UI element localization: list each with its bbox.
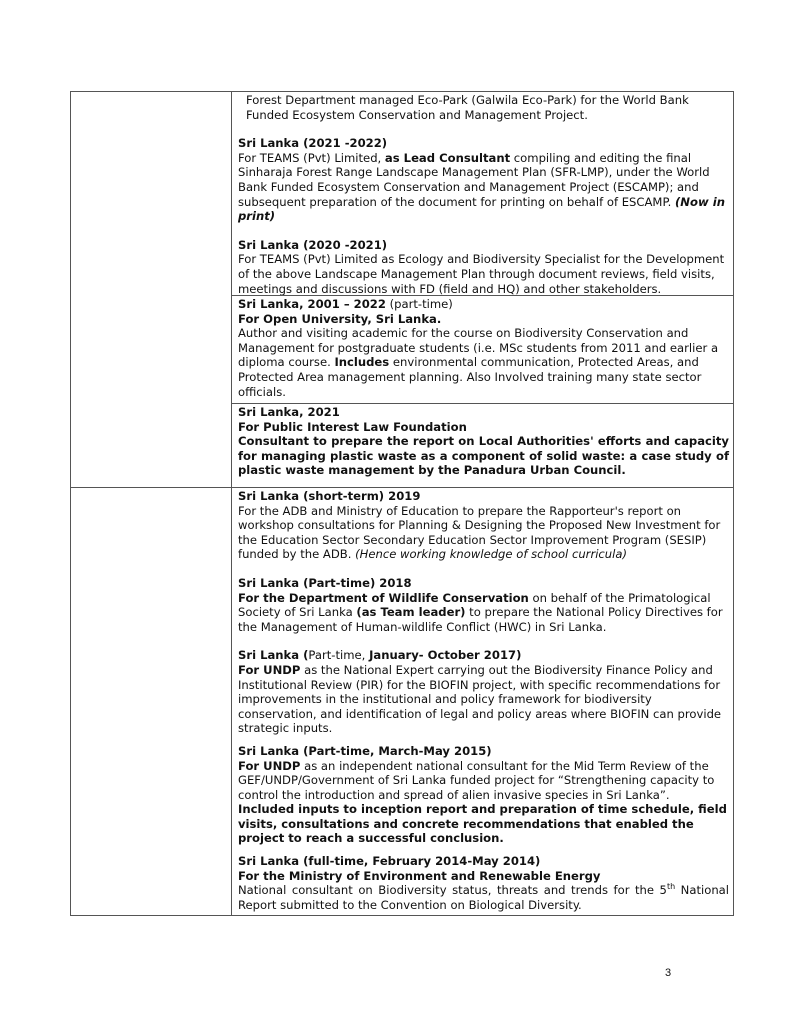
entry-heading: Sri Lanka (Part-time) 2018 [238,575,412,590]
text-span: on behalf of the Primatological Society of Sri Lanka [238,590,711,620]
entry-heading [238,297,729,312]
table-cell [232,404,734,488]
left-column-cell [71,488,232,916]
cv-experience-table [70,91,734,916]
note-text: (Hence working knowledge of school curricula) [355,547,628,562]
entry-text: For TEAMS (Pvt) Limited as Ecology and Biodiversity Specialist for the Development of the above Landscape Management Plan through document reviews, field visits, meetings and discussions with FD (field and HQ) and other stakeholders. [238,252,725,295]
text-span: National Report submitted to the Convention on Biological Diversity. [238,883,729,912]
entry-heading: Sri Lanka (Part-time, March-May 2015) [238,743,492,758]
left-column-cell [71,92,232,488]
entry-text [238,151,729,224]
heading-note: (part-time) [385,297,453,311]
table-cell [232,488,734,916]
table-cell [232,92,734,296]
entry-heading: Sri Lanka, 2021 [238,405,340,419]
text-span: environmental communication, Protected Areas, and Protected Area management planning. Also Involved training many state sector officials. [238,355,702,399]
table-row [71,92,734,296]
role-text: as Lead Consultant [384,150,511,165]
page-number: 3 [665,967,672,979]
text-span: Author and visiting academic for the course on Biodiversity Conservation and Management for postgraduate students (i.e. MSc students from 2011 and earlier a diploma course. [238,326,719,370]
role-text: (as Team leader) [356,605,466,620]
client-name: For Open University, Sri Lanka. [238,311,442,326]
text-span: Includes [334,355,390,370]
client-name: For UNDP [238,758,301,773]
heading-text: Part-time, [308,648,370,663]
text-span: National consultant on Biodiversity status, threats and trends for the 5 [238,883,667,898]
table-row [71,488,734,916]
entry-heading: Sri Lanka (2021 -2022) [238,136,388,151]
intro-text [238,93,729,122]
intro-line-2: Funded Ecosystem Conservation and Management Project. [246,107,588,122]
entry-text [238,759,729,803]
text-span: For TEAMS (Pvt) Limited, [238,150,385,165]
entry-heading: Sri Lanka (2020 -2021) [238,237,388,252]
text-span: compiling and editing the final Sinharaja Forest Range Landscape Management Plan (SFR-LMP), under the World Bank Funded Ecosystem Conservation and Management Project (ESCAMP); and subsequent preparation of the document for printing on behalf of ESCAMP. [238,150,710,209]
entry-heading [238,648,729,663]
text-span: to prepare the National Policy Directives for the Management of Human-wildlife Conflict (HWC) in Sri Lanka. [238,605,723,634]
entry-text [238,504,729,562]
table-cell [232,296,734,404]
heading-text: January- October 2017) [369,648,522,663]
heading-text: Sri Lanka ( [238,648,309,663]
heading-text: Sri Lanka, 2001 – 2022 [238,297,386,311]
entry-text [238,883,729,912]
entry-text [238,326,729,399]
text-span: For the ADB and Ministry of Education to prepare the Rapporteur's report on workshop consultations for Planning & Designing the Proposed New Investment for the Education Sector Secondary Education Sector Improvement Program (SESIP) funded by the ADB. [238,503,721,562]
intro-line-1: Forest Department managed Eco-Park (Galwila Eco-Park) for the World Bank [246,93,689,107]
entry-text: Included inputs to inception report and preparation of time schedule, field visits, consultations and concrete recommendations that enabled the project to reach a successful conclusion. [238,802,727,846]
entry-heading: Sri Lanka (full-time, February 2014-May 2014) [238,854,541,869]
text-span: as an independent national consultant for the Mid Term Review of the GEF/UNDP/Government of Sri Lanka funded project for “Strengthening capacity to control the introduction and spread of alien invasive species in Sri Lanka”. [238,758,715,802]
entry-heading: Sri Lanka (short-term) 2019 [238,489,421,503]
client-name: For Public Interest Law Foundation [238,419,467,434]
entry-text [238,591,729,635]
entry-text [238,663,729,736]
superscript: th [666,882,676,892]
entry-text: Consultant to prepare the report on Local Authorities' efforts and capacity for managing plastic waste as a component of solid waste: a case study of plastic waste management by the Panadura Urban Council. [238,434,729,478]
client-name: For the Ministry of Environment and Renewable Energy [238,868,601,883]
client-name: For the Department of Wildlife Conservation [238,590,529,605]
text-span: as the National Expert carrying out the Biodiversity Finance Policy and Institutional Review (PIR) for the BIOFIN project, with specific recommendations for improvements in the institutional and policy framework for biodiversity conservation, and identification of legal and policy areas where BIOFIN can provide strategic inputs. [238,662,722,736]
status-note: (Now in print) [238,194,725,224]
client-name: For UNDP [238,662,301,677]
